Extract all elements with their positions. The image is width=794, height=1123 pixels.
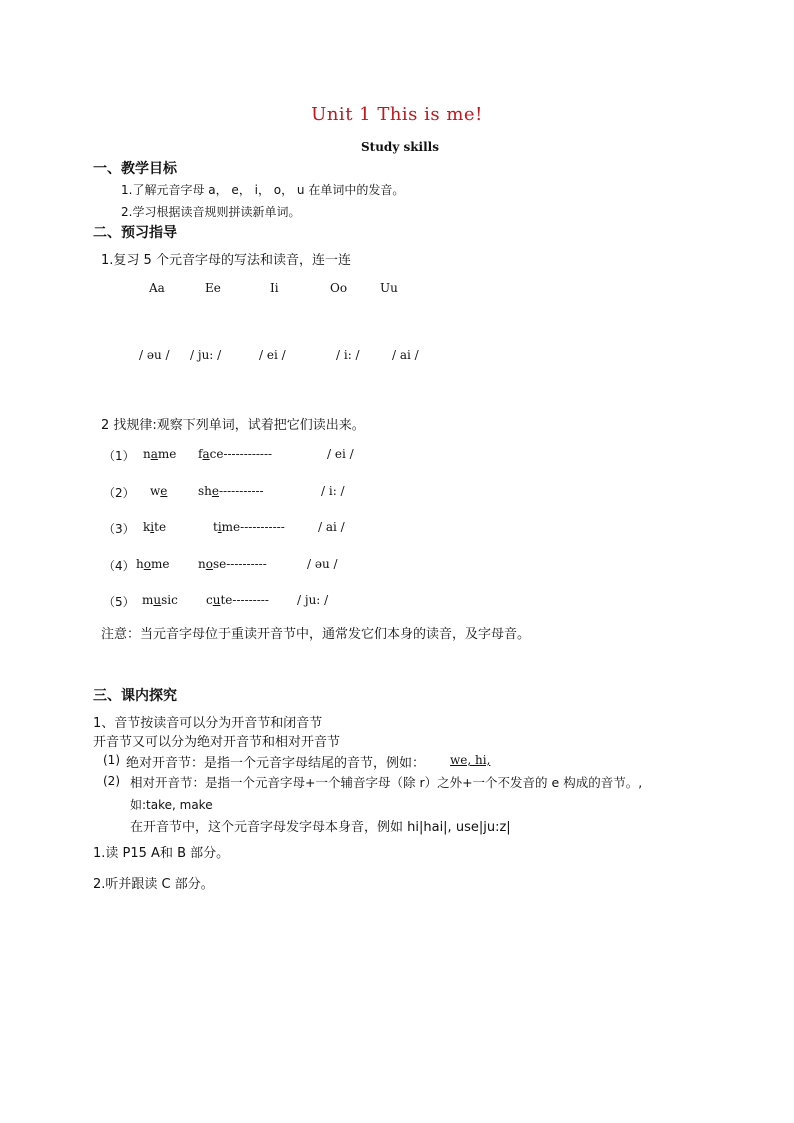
point-2-text: 相对开音节：是指一个元音字母+一个辅音字母（除 r）之外+一个不发音的 e 构成的音节。,: [130, 775, 643, 790]
letter-aa: Aa: [149, 281, 165, 295]
word-music: music: [142, 593, 178, 607]
row-number: （2）: [103, 486, 135, 500]
point-2-label: (2): [103, 774, 120, 788]
page-title: Unit 1 This is me!: [311, 104, 483, 125]
word-home: home: [136, 557, 170, 571]
page-subtitle: Study skills: [361, 140, 439, 154]
row-number: （3）: [103, 522, 135, 536]
word-time: time-----------: [213, 520, 285, 534]
phonetic-4: / i: /: [336, 348, 360, 362]
phonetic-3: / ei /: [259, 348, 286, 362]
row-phonetic: / əu /: [307, 557, 338, 571]
objective-item-1: 1.了解元音字母 a， e， i， o， u 在单词中的发音。: [121, 183, 405, 197]
row-number: （5）: [103, 595, 135, 609]
note: 注意：当元音字母位于重读开音节中，通常发它们本身的读音，及字母音。: [101, 627, 531, 642]
word-name: name: [143, 447, 177, 461]
syllable-line-1: 1、音节按读音可以分为开音节和闭音节: [93, 716, 323, 731]
section-heading-exploration: 三、课内探究: [93, 688, 177, 704]
section-heading-preview: 二、预习指导: [93, 225, 177, 241]
row-number: （4）: [103, 559, 135, 573]
letter-uu: Uu: [380, 281, 398, 295]
section-heading-objectives: 一、教学目标: [93, 161, 177, 177]
row-phonetic: / i: /: [321, 484, 345, 498]
row-phonetic: / ei /: [327, 447, 354, 461]
word-kite: kite: [143, 520, 167, 534]
task-2: 2.听并跟读 C 部分。: [93, 877, 214, 892]
word-she: she-----------: [198, 484, 264, 498]
point-3-text: 在开音节中，这个元音字母发字母本身音，例如 hi|hai|, use|ju:z|: [130, 820, 511, 835]
phonetic-5: / ai /: [392, 348, 419, 362]
row-number: （1）: [103, 449, 135, 463]
row-phonetic: / ju: /: [297, 593, 329, 607]
question-1: 1.复习 5 个元音字母的写法和读音，连一连: [101, 253, 351, 268]
task-1: 1.读 P15 A和 B 部分。: [93, 846, 230, 861]
word-we: we: [150, 484, 168, 498]
question-2: 2 找规律:观察下列单词，试着把它们读出来。: [101, 418, 365, 433]
phonetic-1: / əu /: [139, 348, 170, 362]
row-phonetic: / ai /: [318, 520, 345, 534]
word-nose: nose----------: [198, 557, 267, 571]
letter-ee: Ee: [205, 281, 221, 295]
point-1-example: we, hi,: [450, 753, 491, 767]
word-face: face------------: [198, 447, 273, 461]
point-1-label: (1): [103, 753, 120, 767]
letter-ii: Ii: [270, 281, 279, 295]
word-cute: cute---------: [206, 593, 269, 607]
point-2-example: 如:take, make: [130, 798, 213, 812]
phonetic-2: / ju: /: [190, 348, 222, 362]
syllable-line-2: 开音节又可以分为绝对开音节和相对开音节: [93, 735, 341, 750]
objective-item-2: 2.学习根据读音规则拼读新单词。: [121, 205, 301, 219]
point-1-text: 绝对开音节：是指一个元音字母结尾的音节，例如：: [126, 756, 426, 771]
letter-oo: Oo: [330, 281, 348, 295]
